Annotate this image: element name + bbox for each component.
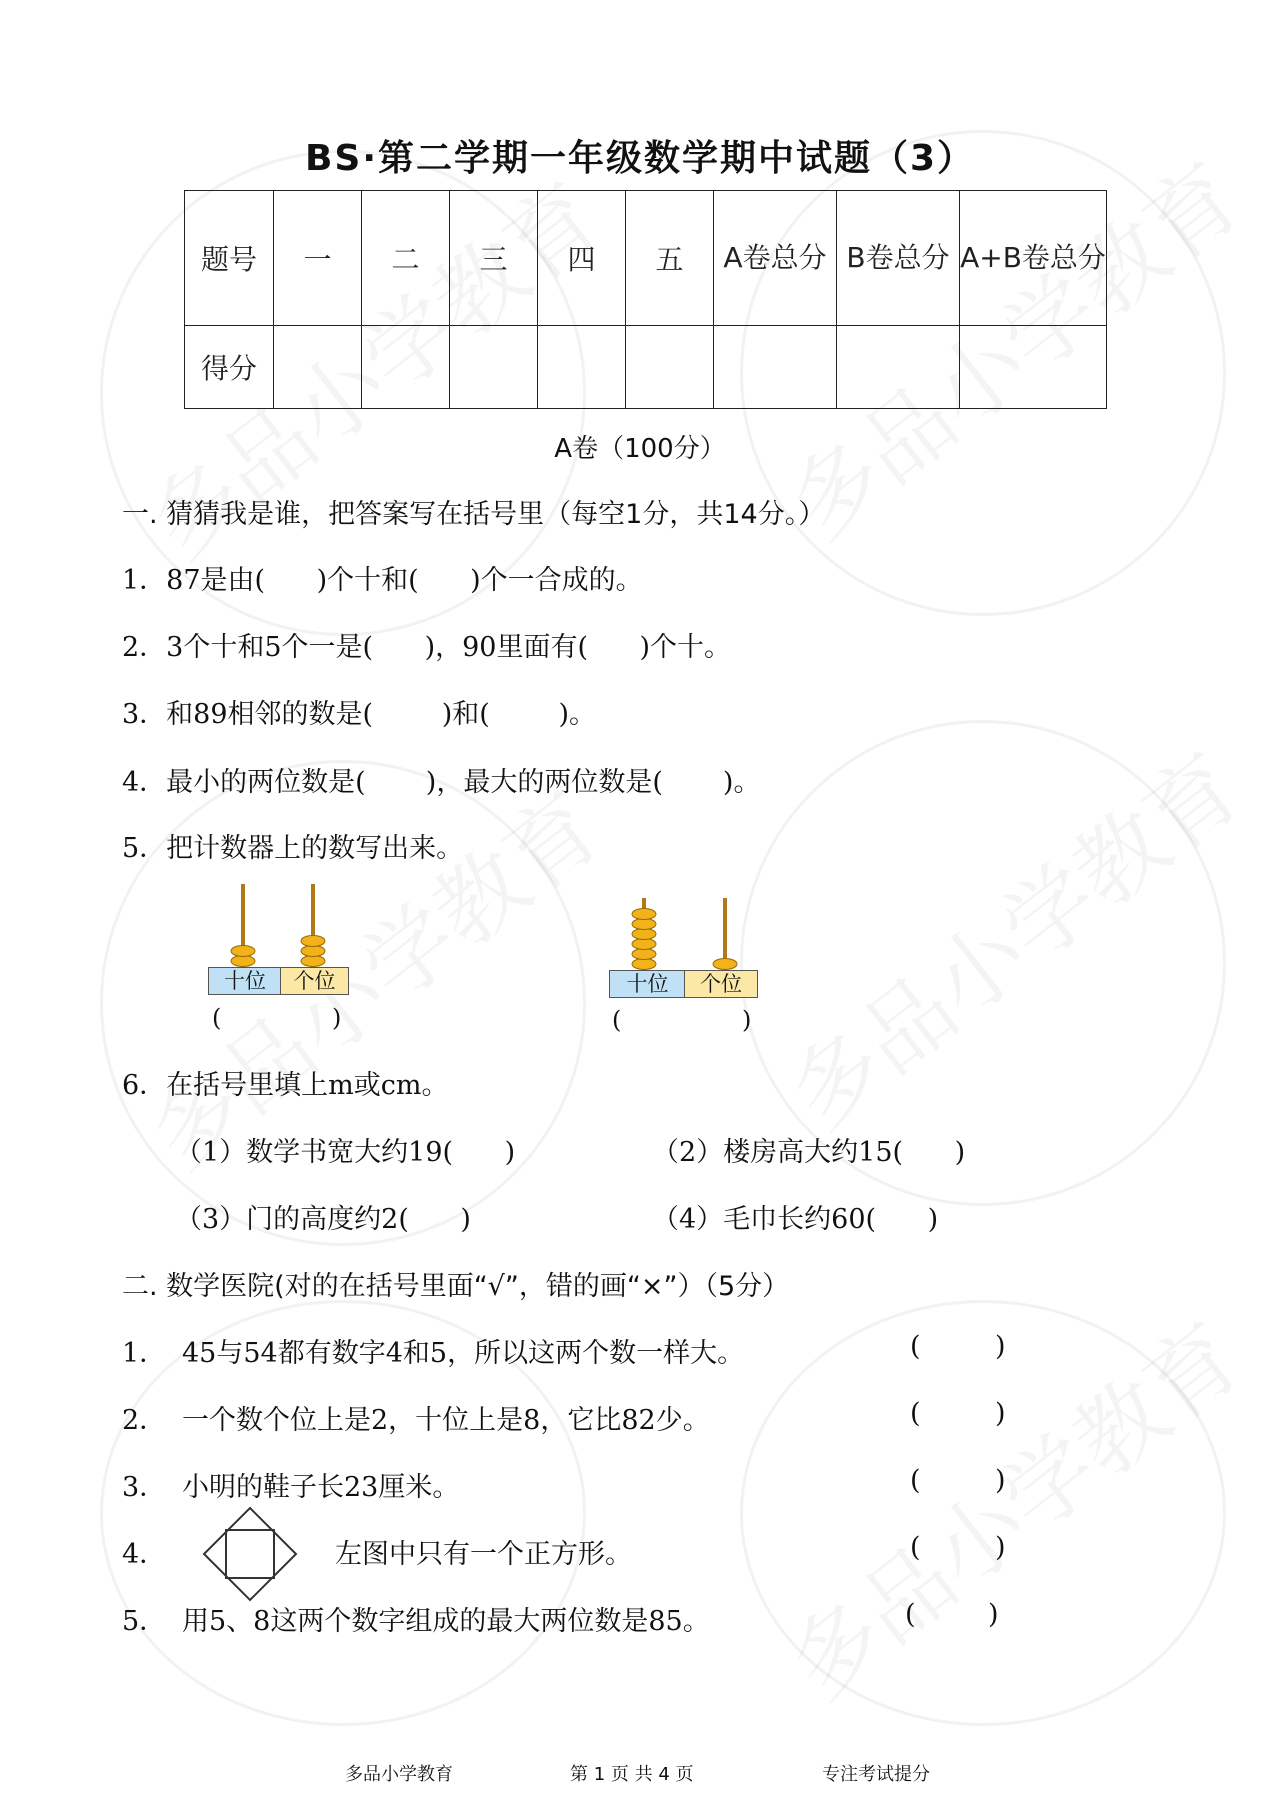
abacus-bead — [632, 949, 656, 960]
answer-paren-open: ( — [905, 1599, 916, 1630]
table-header-cell: 二 — [362, 191, 450, 326]
tf-number: 3． — [122, 1472, 167, 1503]
answer-paren-close: ) — [995, 1331, 1006, 1362]
abacus-bead — [632, 929, 656, 940]
answer-paren-close: ) — [988, 1599, 999, 1630]
abacus-bead — [632, 919, 656, 930]
score-table — [184, 190, 1107, 409]
score-cell[interactable] — [538, 326, 626, 409]
tf-number: 1． — [122, 1338, 167, 1369]
tf-statement: 45与54都有数字4和5，所以这两个数一样大。 — [182, 1338, 745, 1369]
footer-right: 专注考试提分 — [822, 1764, 930, 1785]
abacus-bead — [713, 959, 737, 970]
tens-label-box: 十位 — [609, 970, 686, 998]
answer-paren-close: ) — [995, 1532, 1006, 1563]
score-cell[interactable] — [837, 326, 960, 409]
footer-left: 多品小学教育 — [345, 1764, 453, 1785]
diamond-square-figure — [200, 1504, 300, 1604]
abacus-bead — [632, 939, 656, 950]
question-6-item: （2）楼房高大约15( ) — [652, 1137, 966, 1168]
tf-statement: 左图中只有一个正方形。 — [335, 1539, 632, 1570]
answer-paren-open: ( — [910, 1465, 921, 1496]
section-1-title: 一. 猜猜我是谁，把答案写在括号里（每空1分，共14分。） — [122, 499, 826, 530]
question-5: 5．把计数器上的数写出来。 — [122, 833, 464, 864]
table-header-cell: 四 — [538, 191, 626, 326]
score-cell[interactable] — [450, 326, 538, 409]
tens-label-box: 十位 — [208, 967, 282, 995]
tf-statement: 用5、8这两个数字组成的最大两位数是85。 — [182, 1606, 710, 1637]
question-6: 6．在括号里填上m或cm。 — [122, 1070, 449, 1101]
ones-label-box: 个位 — [280, 967, 349, 995]
table-header-cell: 三 — [450, 191, 538, 326]
score-cell[interactable] — [362, 326, 450, 409]
answer-paren-open: ( — [910, 1532, 921, 1563]
table-header-cell: B卷总分 — [837, 191, 960, 326]
abacus-bead — [301, 956, 325, 967]
ones-label-box: 个位 — [684, 970, 758, 998]
score-cell[interactable] — [274, 326, 362, 409]
answer-paren-close: ) — [332, 1004, 342, 1032]
table-header-cell: 题号 — [185, 191, 274, 326]
question-6-item: （4）毛巾长约60( ) — [652, 1204, 939, 1235]
paper-a-heading: A卷（100分） — [554, 434, 726, 464]
tf-statement: 小明的鞋子长23厘米。 — [182, 1472, 460, 1503]
abacus-bead — [301, 936, 325, 947]
answer-paren-open: ( — [910, 1398, 921, 1429]
tf-statement: 一个数个位上是2，十位上是8，它比82少。 — [182, 1405, 710, 1436]
question-1: 1．87是由( )个十和( )个一合成的。 — [122, 565, 643, 596]
question-4: 4．最小的两位数是( )，最大的两位数是( )。 — [122, 767, 761, 798]
answer-paren-open: ( — [212, 1004, 222, 1032]
question-2: 2．3个十和5个一是( )，90里面有( )个十。 — [122, 632, 732, 663]
table-header-cell: A卷总分 — [714, 191, 837, 326]
question-3: 3．和89相邻的数是( )和( )。 — [122, 699, 596, 730]
tf-number: 5． — [122, 1606, 167, 1637]
abacus-bead — [301, 946, 325, 957]
section-2-title: 二. 数学医院(对的在括号里面“√”，错的画“×”）（5分） — [122, 1271, 790, 1302]
tf-number: 4． — [122, 1539, 167, 1570]
answer-paren-open: ( — [910, 1331, 921, 1362]
answer-paren-close: ) — [995, 1398, 1006, 1429]
table-header-cell: A+B卷总分 — [960, 191, 1107, 326]
footer-page-number: 第 1 页 共 4 页 — [570, 1764, 694, 1785]
tf-number: 2． — [122, 1405, 167, 1436]
question-6-item: （1）数学书宽大约19( ) — [175, 1137, 516, 1168]
table-row-label: 得分 — [185, 326, 274, 409]
page-title: BS·第二学期一年级数学期中试题（3） — [304, 138, 976, 179]
table-header-cell: 五 — [626, 191, 714, 326]
abacus-bead — [632, 959, 656, 970]
answer-paren-open: ( — [612, 1006, 622, 1034]
abacus-bead — [231, 956, 255, 967]
question-6-item: （3）门的高度约2( ) — [175, 1204, 471, 1235]
table-header-cell: 一 — [274, 191, 362, 326]
score-cell[interactable] — [626, 326, 714, 409]
answer-paren-close: ) — [995, 1465, 1006, 1496]
score-cell[interactable] — [714, 326, 837, 409]
score-cell[interactable] — [960, 326, 1107, 409]
abacus-bead — [632, 909, 656, 920]
abacus-bead — [231, 946, 255, 957]
answer-paren-close: ) — [742, 1006, 752, 1034]
